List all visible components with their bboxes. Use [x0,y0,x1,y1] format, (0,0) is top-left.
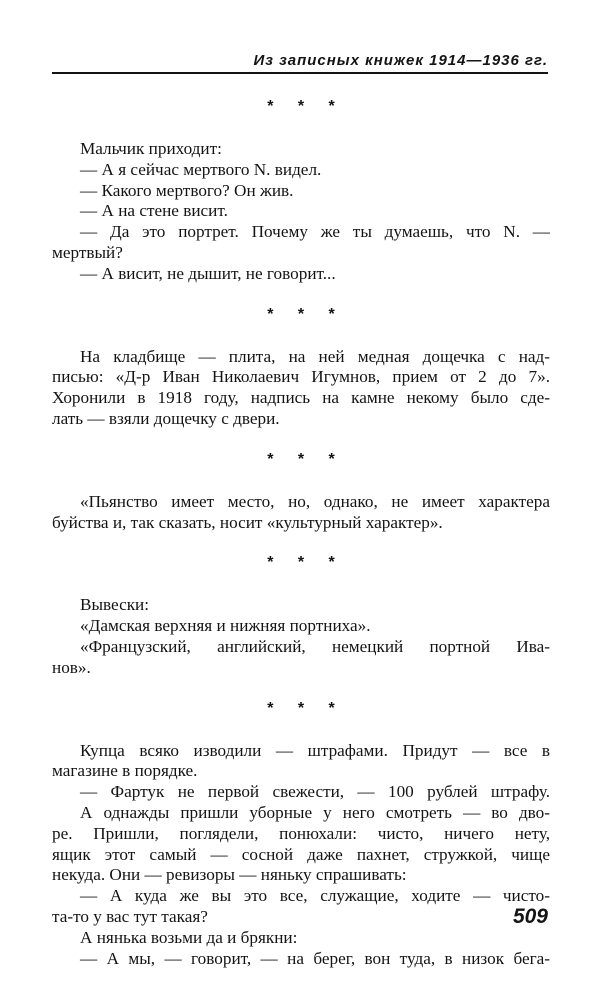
text-line: — А на стене висит. [80,201,228,221]
running-header: Из записных книжек 1914—1936 гг. [253,52,548,69]
text-line: Мальчик приходит: [80,139,222,158]
text-line: А однажды пришли уборные у него смотреть — во дво- [80,802,550,822]
text-line: «Французский, английский, немецкий портной Ива- [80,636,550,656]
text-line: На кладбище — плита, на ней медная дощечка с над- [80,346,550,366]
text-line: Хоронили в 1918 году, надпись на камне некому было сде- [52,388,550,408]
text-line: «Дамская верхняя и нижняя портниха». [80,616,371,636]
section-1 [52,139,550,285]
text-line: — А висит, не дышит, не говорит... [80,263,336,283]
section-2 [52,347,550,430]
section-separator: * * * [267,305,345,323]
section-5 [52,741,550,970]
text-line: буйства и, так сказать, носит «культурный характер». [52,512,443,532]
text-line: магазине в порядке. [52,761,198,781]
text-line: нов». [52,657,91,677]
page-number: 509 [512,905,548,928]
text-line: Вывески: [80,595,150,615]
text-line: — А мы, — говорит, — на берег, вон туда, в низок бега- [80,948,550,968]
text-line: — А я сейчас мертвого N. видел. [80,159,322,179]
text-line: Купца всяко изводили — штрафами. Придут — все в [80,740,550,760]
text-line: лать — взяли дощечку с двери. [52,408,280,428]
page-body [52,97,550,969]
text-line: — Какого мертвого? Он жив. [80,180,294,200]
section-separator: * * * [267,450,345,468]
text-line: «Пьянство имеет место, но, однако, не имеет характера [80,491,550,511]
text-line: мертвый? [52,242,123,262]
text-line: ре. Пришли, поглядели, понюхали: чисто, ничего нету, [52,823,550,843]
text-line: — Да это портрет. Почему же ты думаешь, что N. — [80,222,550,242]
text-line: некуда. Они — ревизоры — няньку спрашивать: [52,865,407,885]
text-line: писью: «Д-р Иван Николаевич Игумнов, прием от 2 до 7». [52,367,550,387]
section-3 [52,492,550,534]
section-separator: * * * [267,554,345,572]
text-line: та-то у вас тут такая? [52,906,208,926]
text-line: — Фартук не первой свежести, — 100 рублей штрафу. [80,782,550,802]
header-rule [52,72,548,74]
text-line: — А куда же вы это все, служащие, ходите — чисто- [80,886,550,906]
section-4 [52,595,550,678]
section-separator: * * * [267,98,345,115]
text-line: ящик этот самый — сосной даже пахнет, стружкой, чище [52,844,550,864]
text-line: А нянька возьми да и брякни: [80,927,298,947]
section-separator: * * * [267,699,345,717]
